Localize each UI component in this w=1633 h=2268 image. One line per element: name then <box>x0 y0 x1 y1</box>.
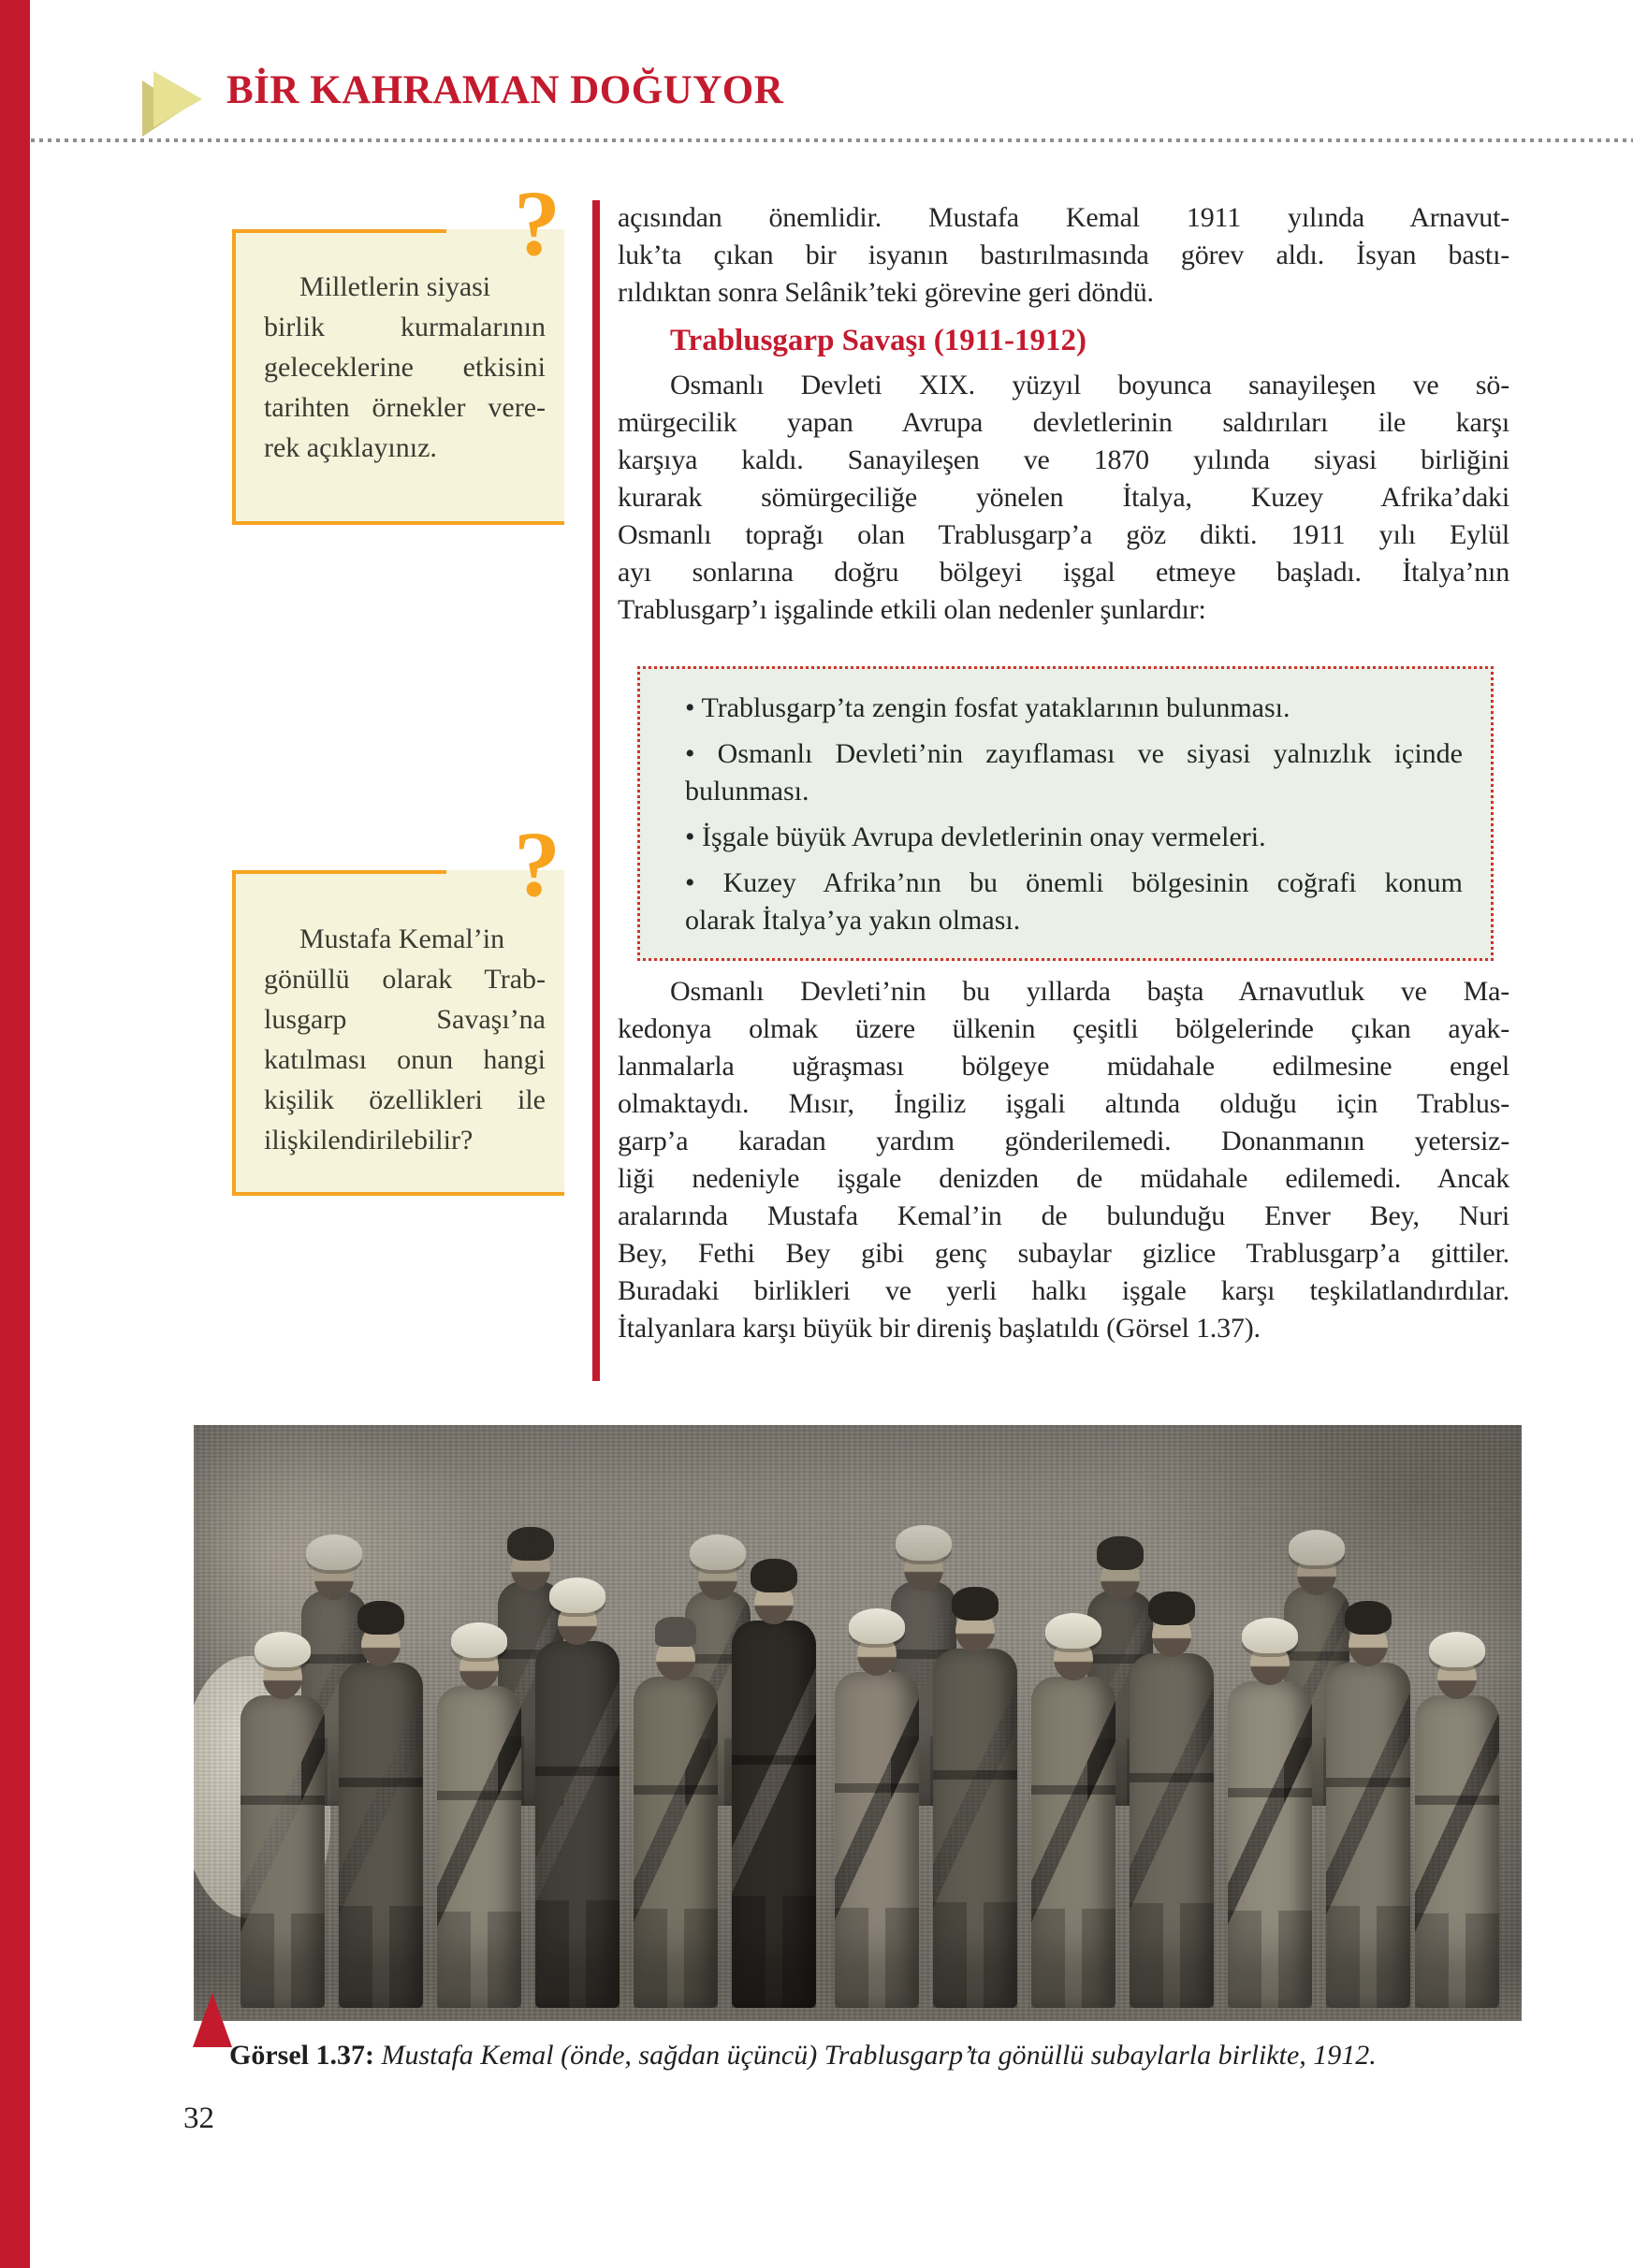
paragraph-3 <box>618 973 1509 1347</box>
text-line: luk’ta çıkan bir isyanın bastırılmasında görev aldı. İsyan bastı- <box>618 240 1509 270</box>
text-line: kişilik özellikleri ile <box>264 1084 546 1115</box>
arrow-triangle-front <box>153 71 202 127</box>
header-dotted-divider <box>31 138 1633 142</box>
text-line: karşıya kaldı. Sanayileşen ve 1870 yılında siyasi birliğini <box>618 444 1509 475</box>
page-title: BİR KAHRAMAN DOĞUYOR <box>226 68 784 112</box>
reason-bullet-item <box>685 819 1463 856</box>
soldier-figure <box>627 1596 724 2008</box>
soldier-figure <box>529 1561 626 2008</box>
text-line: Trablusgarp’ı işgalinde etkili olan nedenler şunlardır: <box>618 594 1206 625</box>
text-line: ilişkilendirilebilir? <box>264 1125 474 1156</box>
column-red-rule <box>592 200 600 1381</box>
text-line: rek açıklayınız. <box>264 432 437 463</box>
text-line: Bey, Fethi Bey gibi genç subaylar gizlice Trablusgarp’a gittiler. <box>618 1238 1509 1269</box>
figure-caption-label: Görsel 1.37: <box>229 2040 374 2071</box>
text-line: garp’a karadan yardım gönderilemedi. Donanmanın yetersiz- <box>618 1126 1509 1156</box>
soldier-figure <box>828 1592 926 2008</box>
soldier-figure <box>1123 1573 1220 2008</box>
soldier-figure <box>1025 1596 1122 2008</box>
text-line: kedonya olmak üzere ülkenin çeşitli bölgelerinde çıkan ayak- <box>618 1013 1509 1044</box>
text-line: • İşgale büyük Avrupa devletlerinin onay vermeleri. <box>685 821 1266 852</box>
caption-marker-triangle <box>193 1993 232 2047</box>
soldier-figure <box>1408 1615 1506 2008</box>
soldier-figure <box>1221 1601 1319 2008</box>
question-box-1 <box>232 171 564 525</box>
text-line: Osmanlı Devleti’nin bu yıllarda başta Arnavutluk ve Ma- <box>670 976 1509 1007</box>
reason-bullet-item <box>685 865 1463 939</box>
text-line: kurarak sömürgeciliğe yönelen İtalya, Kuzey Afrika’daki <box>618 482 1509 513</box>
text-line: liği nedeniyle işgale denizden de müdahale edilemedi. Ancak <box>618 1163 1509 1194</box>
text-line: Mustafa Kemal’in <box>299 923 505 954</box>
text-line: olarak İtalya’ya yakın olması. <box>685 905 1021 936</box>
reasons-list-box <box>637 666 1494 961</box>
soldier-figure <box>1320 1582 1417 2008</box>
text-line: geleceklerine etkisini <box>264 352 546 383</box>
paragraph-2 <box>618 367 1509 629</box>
figure-caption-text: Mustafa Kemal (önde, sağdan üçüncü) Trablusgarp’ta gönüllü subaylarla birlikte, 1912. <box>373 2040 1377 2071</box>
text-line: tarihten örnekler vere- <box>264 392 546 423</box>
soldier-figure <box>725 1540 823 2008</box>
text-line: lusgarp Savaşı’na <box>264 1004 546 1035</box>
soldier-figure <box>332 1582 430 2008</box>
soldier-figure <box>430 1606 528 2008</box>
soldier-figure <box>234 1615 331 2008</box>
question-mark-icon: ? <box>514 171 561 275</box>
text-line: Osmanlı Devleti XIX. yüzyıl boyunca sanayileşen ve sö- <box>670 370 1509 400</box>
text-line: • Osmanlı Devleti’nin zayıflaması ve siyasi yalnızlık içinde <box>685 738 1463 769</box>
text-line: rıldıktan sonra Selânik’teki görevine geri döndü. <box>618 277 1154 308</box>
text-line: İtalyanlara karşı büyük bir direniş başlatıldı (Görsel 1.37). <box>618 1313 1261 1344</box>
soldier-figure <box>926 1568 1024 2008</box>
text-line: lanmalarla uğraşması bölgeye müdahale edilmesine engel <box>618 1051 1509 1082</box>
question-mark-icon: ? <box>514 812 561 916</box>
text-line: • Kuzey Afrika’nın bu önemli bölgesinin coğrafi konum <box>685 867 1463 898</box>
section-heading: Trablusgarp Savaşı (1911-1912) <box>670 324 1086 357</box>
text-line: birlik kurmalarının <box>264 312 546 342</box>
text-line: bulunması. <box>685 776 809 807</box>
text-line: aralarında Mustafa Kemal’in de bulunduğu Enver Bey, Nuri <box>618 1200 1509 1231</box>
text-line: gönüllü olarak Trab- <box>264 964 546 995</box>
reason-bullet-item <box>685 690 1463 727</box>
text-line: Osmanlı toprağı olan Trablusgarp’a göz dikti. 1911 yılı Eylül <box>618 519 1509 550</box>
page-number: 32 <box>183 2101 214 2135</box>
header-arrow-icon <box>142 69 221 131</box>
figure-caption <box>229 2040 1507 2072</box>
historical-photo <box>194 1425 1522 2021</box>
text-line: • Trablusgarp’ta zengin fosfat yataklarının bulunması. <box>685 692 1290 723</box>
text-line: açısından önemlidir. Mustafa Kemal 1911 yılında Arnavut- <box>618 202 1509 233</box>
text-line: mürgecilik yapan Avrupa devletlerinin saldırıları ile karşı <box>618 407 1509 438</box>
page-edge-band <box>0 0 30 2268</box>
text-line: Milletlerin siyasi <box>299 271 491 302</box>
text-line: katılması onun hangi <box>264 1044 546 1075</box>
question-box-2 <box>232 812 564 1196</box>
text-line: olmaktaydı. Mısır, İngiliz işgali altında olduğu için Trablus- <box>618 1088 1509 1119</box>
text-line: ayı sonlarına doğru bölgeyi işgal etmeye başladı. İtalya’nın <box>618 557 1509 588</box>
text-line: Buradaki birlikleri ve yerli halkı işgale karşı teşkilatlandırdılar. <box>618 1275 1509 1306</box>
reason-bullet-item <box>685 735 1463 810</box>
paragraph-1 <box>618 199 1509 312</box>
